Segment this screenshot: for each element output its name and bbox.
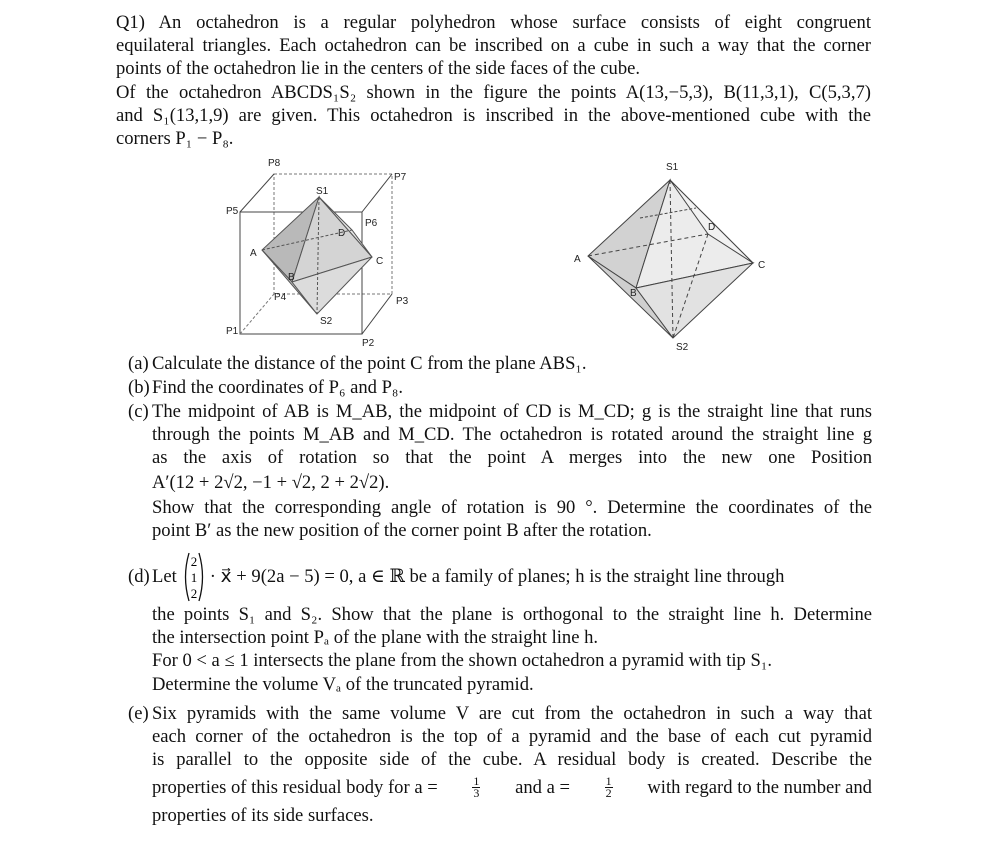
part-e-frac-prefix: properties of this residual body for a =: [152, 777, 438, 798]
intro-line-1: Q1) An octahedron is a regular polyhedron whose surface consists of eight congruent: [116, 12, 871, 33]
given-line-1: Of the octahedron ABCDS₁S₂ shown in the figure the points A(13,−5,3), B(11,3,1), C(5,3,7): [116, 81, 871, 103]
part-d-line-2: the intersection point Pₐ of the plane with the straight line h.: [152, 627, 599, 649]
part-e-last-line: properties of its side surfaces.: [152, 804, 374, 826]
part-e-line-1: Six pyramids with the same volume V are cut from the octahedron in such a way that: [152, 703, 872, 724]
cube-edge: [362, 174, 392, 212]
part-c-line-4: A′(12 + 2√2, −1 + √2, 2 + 2√2).: [152, 471, 390, 493]
part-d-line-1: the points S₁ and S₂. Show that the plane is orthogonal to the straight line h. Determine: [152, 604, 872, 625]
vector-entry-1: 2: [190, 554, 198, 569]
part-a-label: (a): [128, 353, 149, 374]
fraction-one-third: $\frac{1}{3}$: [473, 774, 480, 801]
fraction-one-half: $\frac{1}{2}$: [605, 774, 612, 801]
part-e-label: (e): [128, 703, 149, 724]
label-B: B: [288, 272, 295, 283]
cube-edge: [240, 174, 274, 212]
label-P5: P5: [226, 206, 239, 217]
part-b-label: (b): [128, 377, 150, 398]
part-d-line-3: For 0 < a ≤ 1 intersects the plane from the shown octahedron a pyramid with tip S₁.: [152, 650, 772, 672]
label-S1: S1: [666, 162, 679, 173]
part-d-line-4: Determine the volume Vₐ of the truncated pyramid.: [152, 673, 534, 695]
part-c-line-1: The midpoint of AB is M_AB, the midpoint of CD is M_CD; g is the straight line that runs: [152, 401, 872, 422]
part-c-label: (c): [128, 401, 149, 422]
label-S2: S2: [676, 342, 689, 353]
part-e: [128, 702, 872, 827]
intro-line-3: points of the octahedron lie in the centers of the side faces of the cube.: [116, 58, 641, 80]
label-P8: P8: [268, 158, 281, 169]
vector-parens: [181, 551, 207, 603]
part-d-equation: [152, 551, 872, 603]
label-A: A: [250, 248, 257, 259]
part-c-line-2: through the points M_AB and M_CD. The octahedron is rotated around the straight line g: [152, 424, 872, 446]
part-c-line-6: point B′ as the new position of the corner point B after the rotation.: [152, 519, 652, 541]
part-e-line-2: each corner of the octahedron is the top of a pyramid and the base of each cut pyramid: [152, 726, 872, 748]
part-c-line-5: Show that the corresponding angle of rotation is 90 °. Determine the coordinates of the: [152, 496, 872, 518]
cube-edge: [240, 294, 274, 334]
label-D: D: [338, 228, 346, 239]
label-P1: P1: [226, 326, 239, 337]
part-e-frac-line: [152, 772, 872, 804]
label-A: A: [574, 254, 581, 265]
part-e-frac-mid: and a =: [515, 777, 570, 798]
part-a-text: Calculate the distance of the point C from the plane ABS₁.: [152, 353, 587, 374]
given-line-3: corners P₁ − P₈.: [116, 128, 234, 150]
part-a: [128, 352, 872, 375]
part-e-frac-suffix: with regard to the number and: [647, 777, 872, 798]
part-d-eq-rest: · x⃗ + 9(2a − 5) = 0, a ∈ ℝ be a family of planes; h is the straight line through: [209, 566, 785, 588]
figure-octahedron: [568, 158, 778, 353]
figure-cube-octahedron: [222, 152, 422, 347]
intro-line-2: equilateral triangles. Each octahedron can be inscribed on a cube in such a way that the corner: [116, 35, 871, 57]
label-D: D: [708, 222, 716, 233]
label-P7: P7: [394, 172, 407, 183]
part-b-text: Find the coordinates of P₆ and P₈.: [152, 377, 404, 398]
label-P4: P4: [274, 292, 287, 303]
label-S2: S2: [320, 316, 333, 327]
part-e-line-3: is parallel to the opposite side of the cube. A residual body is created. Describe the: [152, 749, 872, 771]
label-P6: P6: [365, 218, 378, 229]
label-B: B: [630, 288, 637, 299]
cube-edge: [362, 294, 392, 334]
vector-entry-2: 1: [190, 570, 198, 585]
vector-entry-3: 2: [190, 586, 198, 601]
label-C: C: [758, 260, 766, 271]
part-d-label: (d): [128, 566, 150, 587]
label-S1: S1: [316, 186, 329, 197]
label-P3: P3: [396, 296, 409, 307]
part-c-line-3: as the axis of rotation so that the point A merges into the new one Position: [152, 447, 872, 469]
part-c: [128, 400, 872, 542]
label-C: C: [376, 256, 384, 267]
given-line-2: and S₁(13,1,9) are given. This octahedron is inscribed in the above-mentioned cube with the: [116, 104, 871, 126]
question-intro: [116, 11, 871, 150]
part-d: [128, 551, 872, 696]
part-b: [128, 376, 872, 399]
label-P2: P2: [362, 338, 375, 347]
part-d-let: Let: [152, 566, 177, 588]
